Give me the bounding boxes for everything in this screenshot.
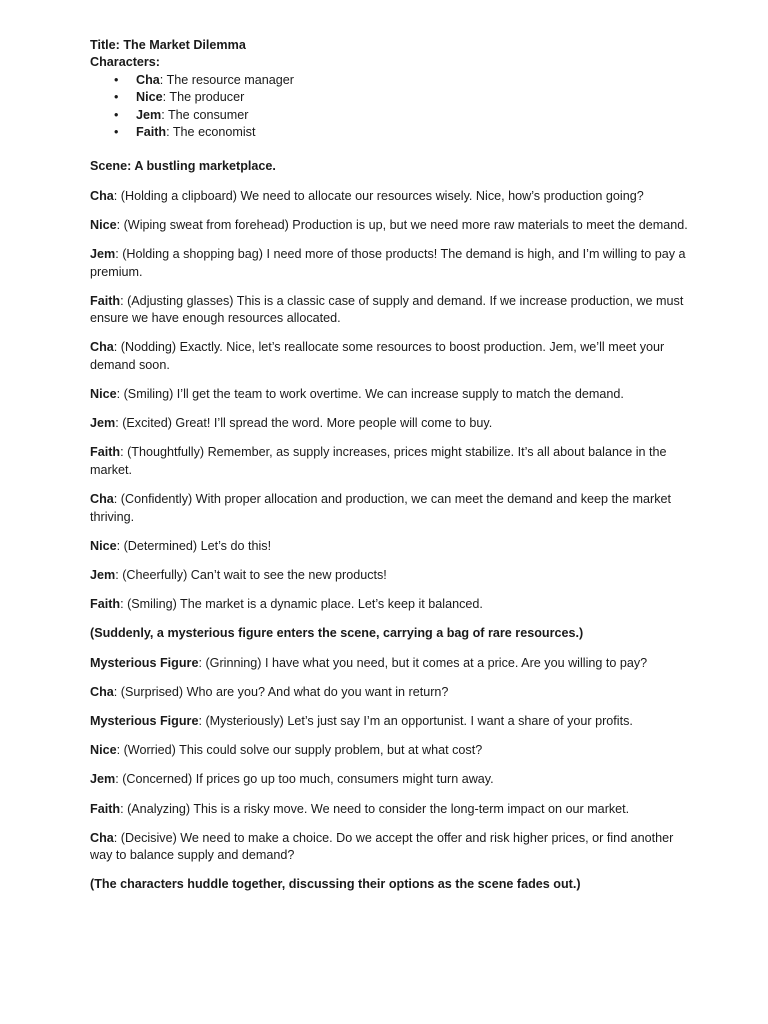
dialogue-line	[90, 742, 690, 759]
dialogue-line	[90, 830, 690, 865]
dialogue-line	[90, 771, 690, 788]
dialogue-line	[90, 801, 690, 818]
dialogue-line	[90, 713, 690, 730]
dialogue-line	[90, 188, 690, 205]
dialogue-text: : (Determined) Let’s do this!	[116, 538, 272, 553]
dialogue-text: : (Cheerfully) Can’t wait to see the new products!	[115, 567, 387, 582]
dialogue-line	[90, 491, 690, 526]
dialogue-text: : (Decisive) We need to make a choice. Do we accept the offer and risk higher prices, or find another way to balance supply and demand?	[90, 830, 674, 863]
dialogue-text: : (Thoughtfully) Remember, as supply increases, prices might stabilize. It’s all about balance in the market.	[90, 445, 667, 477]
scene-heading: Scene: A bustling marketplace.	[90, 159, 276, 174]
character-item	[90, 72, 690, 89]
speaker-name: Faith	[90, 293, 121, 308]
speaker-name: Cha	[90, 340, 114, 355]
speaker-name: Nice	[90, 743, 117, 758]
dialogue-line	[90, 246, 690, 281]
character-role: : The producer	[162, 90, 245, 105]
speaker-name: Cha	[90, 830, 114, 845]
speaker-name: Faith	[90, 801, 121, 816]
characters-label: Characters:	[90, 55, 160, 70]
speaker-name: Jem	[90, 567, 116, 582]
character-item	[90, 89, 690, 106]
dialogue-text: : (Grinning) I have what you need, but it comes at a price. Are you willing to pay?	[198, 655, 648, 670]
dialogue-line	[90, 655, 690, 672]
speaker-name: Faith	[90, 445, 121, 460]
character-name: Cha	[136, 72, 160, 87]
dialogue-text: : (Confidently) With proper allocation and production, we can meet the demand and keep the market thriving.	[90, 492, 672, 524]
script-document	[90, 37, 690, 906]
dialogue-text: : (Mysteriously) Let’s just say I’m an opportunist. I want a share of your profits.	[198, 713, 633, 728]
character-name: Nice	[136, 90, 163, 105]
speaker-name: Nice	[90, 387, 117, 402]
speaker-name: Nice	[90, 538, 117, 553]
dialogue-text: : (Holding a clipboard) We need to allocate our resources wisely. Nice, how’s production going?	[113, 188, 644, 203]
stage-direction: (The characters huddle together, discussing their options as the scene fades out.)	[90, 877, 581, 892]
character-item	[90, 124, 690, 141]
character-role: : The economist	[166, 125, 256, 140]
bullet-icon: •	[114, 125, 119, 140]
dialogue-text: : (Nodding) Exactly. Nice, let’s reallocate some resources to boost production. Jem, we’ll meet your demand soon.	[90, 340, 665, 372]
dialogue-text: : (Surprised) Who are you? And what do you want in return?	[113, 684, 449, 699]
dialogue-line	[90, 538, 690, 555]
dialogue-text: : (Worried) This could solve our supply problem, but at what cost?	[116, 743, 483, 758]
speaker-name: Jem	[90, 247, 116, 262]
dialogue-text: : (Wiping sweat from forehead) Production is up, but we need more raw materials to meet the demand.	[116, 218, 688, 233]
character-role: : The consumer	[161, 107, 249, 122]
speaker-name: Cha	[90, 684, 114, 699]
character-item	[90, 107, 690, 124]
stage-direction: (Suddenly, a mysterious figure enters the scene, carrying a bag of rare resources.)	[90, 626, 584, 641]
bullet-icon: •	[114, 90, 119, 105]
speaker-name: Cha	[90, 492, 114, 507]
dialogue-text: : (Concerned) If prices go up too much, consumers might turn away.	[115, 772, 494, 787]
speaker-name: Jem	[90, 772, 116, 787]
character-role: : The resource manager	[159, 72, 294, 87]
dialogue-line	[90, 293, 690, 328]
speaker-name: Faith	[90, 597, 121, 612]
character-list	[90, 72, 690, 142]
dialogue-line	[90, 339, 690, 374]
dialogue-line	[90, 567, 690, 584]
bullet-icon: •	[114, 72, 119, 87]
character-name: Jem	[136, 107, 162, 122]
dialogue-text: : (Adjusting glasses) This is a classic case of supply and demand. If we increase production, we must ensure we have enough resources allocated.	[90, 293, 684, 326]
speaker-name: Cha	[90, 188, 114, 203]
speaker-name: Mysterious Figure	[90, 655, 199, 670]
bullet-icon: •	[114, 107, 119, 122]
dialogue-text: : (Smiling) The market is a dynamic place. Let’s keep it balanced.	[120, 597, 483, 612]
dialogue-line	[90, 684, 690, 701]
document-title: Title: The Market Dilemma	[90, 38, 246, 52]
dialogue-text: : (Holding a shopping bag) I need more of those products! The demand is high, and I’m willing to pay a premium.	[90, 247, 686, 279]
character-name: Faith	[136, 125, 167, 140]
speaker-name: Mysterious Figure	[90, 713, 199, 728]
dialogue-line	[90, 217, 690, 234]
speaker-name: Nice	[90, 218, 117, 233]
speaker-name: Jem	[90, 416, 116, 431]
dialogue-line	[90, 596, 690, 613]
dialogue-line	[90, 386, 690, 403]
dialogue-text: : (Excited) Great! I’ll spread the word. More people will come to buy.	[115, 416, 493, 431]
dialogue-line	[90, 444, 690, 479]
dialogue-text: : (Analyzing) This is a risky move. We need to consider the long-term impact on our market.	[120, 801, 630, 816]
dialogue-text: : (Smiling) I’ll get the team to work overtime. We can increase supply to match the demand.	[116, 387, 624, 402]
dialogue-line	[90, 415, 690, 432]
